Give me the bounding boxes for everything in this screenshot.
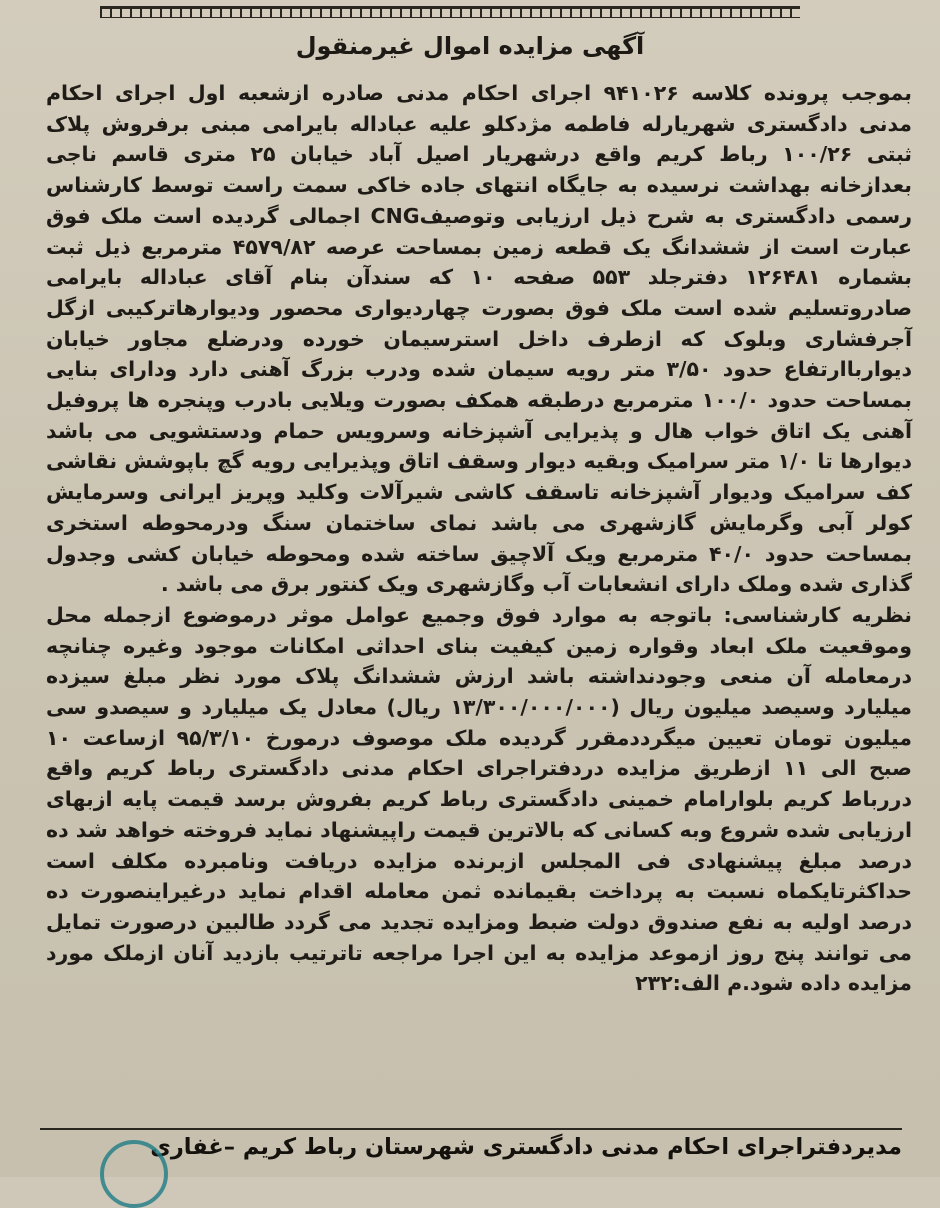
notice-paragraph-expert-opinion: نظریه کارشناسی: باتوجه به موارد فوق وجمیع عوامل موثر درموضوع ازجمله محل وموقعیت ملک ابعاد وقواره زمین کیفیت بنای احداثی امکانات موجود وغیره چنانچه درمعامله آن منعی وجودنداشته باشد ارزش ششدانگ پلاک مورد نظر مبلغ سیزده میلیارد وسیصد میلیون ریال (۱۳/۳۰۰/۰۰۰/۰۰۰ ریال) معادل یک میلیارد و سیصدو سی میلیون تومان تعیین میگرددمقرر گردیده ملک موصوف درمورخ ۹۵/۳/۱۰ ازساعت ۱۰ صبح الی ۱۱ ازطریق مزایده دردفتراجرای احکام مدنی دادگستری رباط کریم واقع دررباط کریم بلوارامام خمینی دادگستری رباط کریم بفروش برسد قیمت پایه ازبهای ارزیابی شده شروع وبه کسانی که بالاترین قیمت راپیشنهاد نماید فروخته خواهد شد ده درصد مبلغ پیشنهادی فی المجلس ازبرنده مزایده دریافت ونامبرده مکلف است حداکثرتایکماه نسبت به پرداخت بقیمانده ثمن معامله اقدام نماید درغیراینصورت ده درصد اولیه به نفع صندوق دولت ضبط ومزایده تجدید می گردد طالبین درصورت تمایل می توانند پنج روز ازموعد مزایده به این اجرا مراجعه تاترتیب بازدید آنان ازملک مورد مزایده داده شود.م الف:۲۳۲ [45,602,912,996]
notice-signature: مدیردفتراجرای احکام مدنی دادگستری شهرستان رباط کریم –غفاری [40,1128,902,1160]
header-rule [100,6,800,18]
notice-paragraph-description: بموجب پرونده کلاسه ۹۴۱۰۲۶ اجرای احکام مدنی صادره ازشعبه اول اجرای احکام مدنی دادگستری شهریارله فاطمه مژدکلو علیه عباداله بایرامی مبنی برفروش پلاک ثبتی ۱۰۰/۲۶ رباط کریم واقع درشهریار اصیل آباد خیابان ۲۵ متری قاسم ناجی بعدازخانه بهداشت نرسیده به جایگاه انتهای جاده خاکی سمت راست توسط کارشناس رسمی دادگستری به شرح ذیل ارزیابی وتوصیفCNG اجمالی گردیده است ملک فوق عبارت است از ششدانگ یک قطعه زمین بمساحت عرصه ۴۵۷۹/۸۲ مترمربع ذیل ثبت بشماره ۱۲۶۴۸۱ دفترجلد ۵۵۳ صفحه ۱۰ که سندآن بنام آقای عباداله بایرامی صادروتسلیم شده است ملک فوق بصورت چهاردیواری محصور ودیوارهاترکیبی ازگل آجرفشاری وبلوک که ازطرف داخل استرسیمان خورده ودرضلع مجاور خیابان دیوارباارتفاع حدود ۳/۵۰ متر رویه سیمان شده ودرب بزرگ آهنی دارد ودارای بنایی بمساحت حدود ۱۰۰/۰ مترمربع درطبقه همکف بصورت ویلایی بادرب وپنجره ها پروفیل آهنی یک اتاق خواب هال و پذیرایی آشپزخانه وسرویس حمام ودستشویی می باشد دیوارها تا ۱/۰ متر سرامیک وبقیه دیوار وسقف اتاق وپذیرایی رویه گچ باپوشش نقاشی کف سرامیک ودیوار آشپزخانه تاسقف کاشی شیرآلات وکلید وپریز ایرانی وسرمایش کولر آبی وگرمایش گازشهری می باشد نمای ساختمان سنگ ودرمحوطه استخری بمساحت حدود ۴۰/۰ مترمربع ویک آلاچیق ساخته شده ومحوطه خیابان کشی وجدول گذاری شده وملک دارای انشعابات آب وگازشهری ویک کنتور برق می باشد . [46,81,913,597]
notice-body [46,78,912,999]
notice-title: آگهی مزایده اموال غیرمنقول [295,32,645,60]
stamp-mark-icon [100,1140,168,1208]
